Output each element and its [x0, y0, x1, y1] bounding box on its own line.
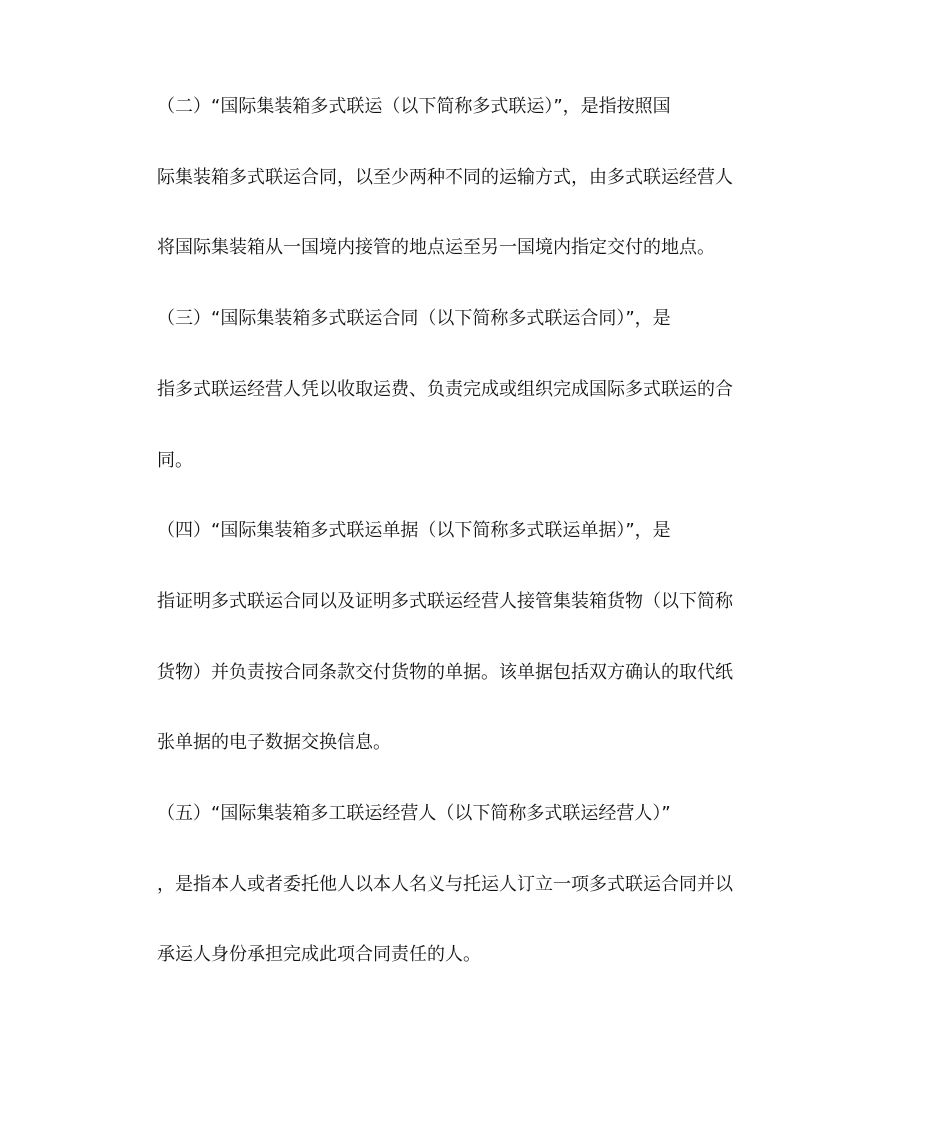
paragraph-line: 张单据的电子数据交换信息。	[157, 732, 391, 753]
paragraph-line: 承运人身份承担完成此项合同责任的人。	[157, 944, 481, 965]
paragraph-line: 指多式联运经营人凭以收取运费、负责完成或组织完成国际多式联运的合	[157, 379, 733, 400]
paragraph-line: （五）“国际集装箱多工联运经营人（以下简称多式联运经营人）”	[157, 803, 671, 824]
paragraph-line: 同。	[157, 450, 193, 471]
paragraph-line: （二）“国际集装箱多式联运（以下简称多式联运）”，是指按照国	[157, 96, 671, 117]
paragraph-line: 货物）并负责按合同条款交付货物的单据。该单据包括双方确认的取代纸	[157, 662, 733, 683]
paragraph-line: 将国际集装箱从一国境内接管的地点运至另一国境内指定交付的地点。	[157, 237, 715, 258]
paragraph-line: （四）“国际集装箱多式联运单据（以下简称多式联运单据）”，是	[157, 520, 671, 541]
paragraph-line: 际集装箱多式联运合同，以至少两种不同的运输方式，由多式联运经营人	[157, 167, 733, 188]
paragraph-line: （三）“国际集装箱多式联运合同（以下简称多式联运合同）”，是	[157, 308, 671, 329]
paragraph-line: 指证明多式联运合同以及证明多式联运经营人接管集装箱货物（以下简称	[157, 591, 733, 612]
paragraph-line: ，是指本人或者委托他人以本人名义与托运人订立一项多式联运合同并以	[157, 874, 733, 895]
